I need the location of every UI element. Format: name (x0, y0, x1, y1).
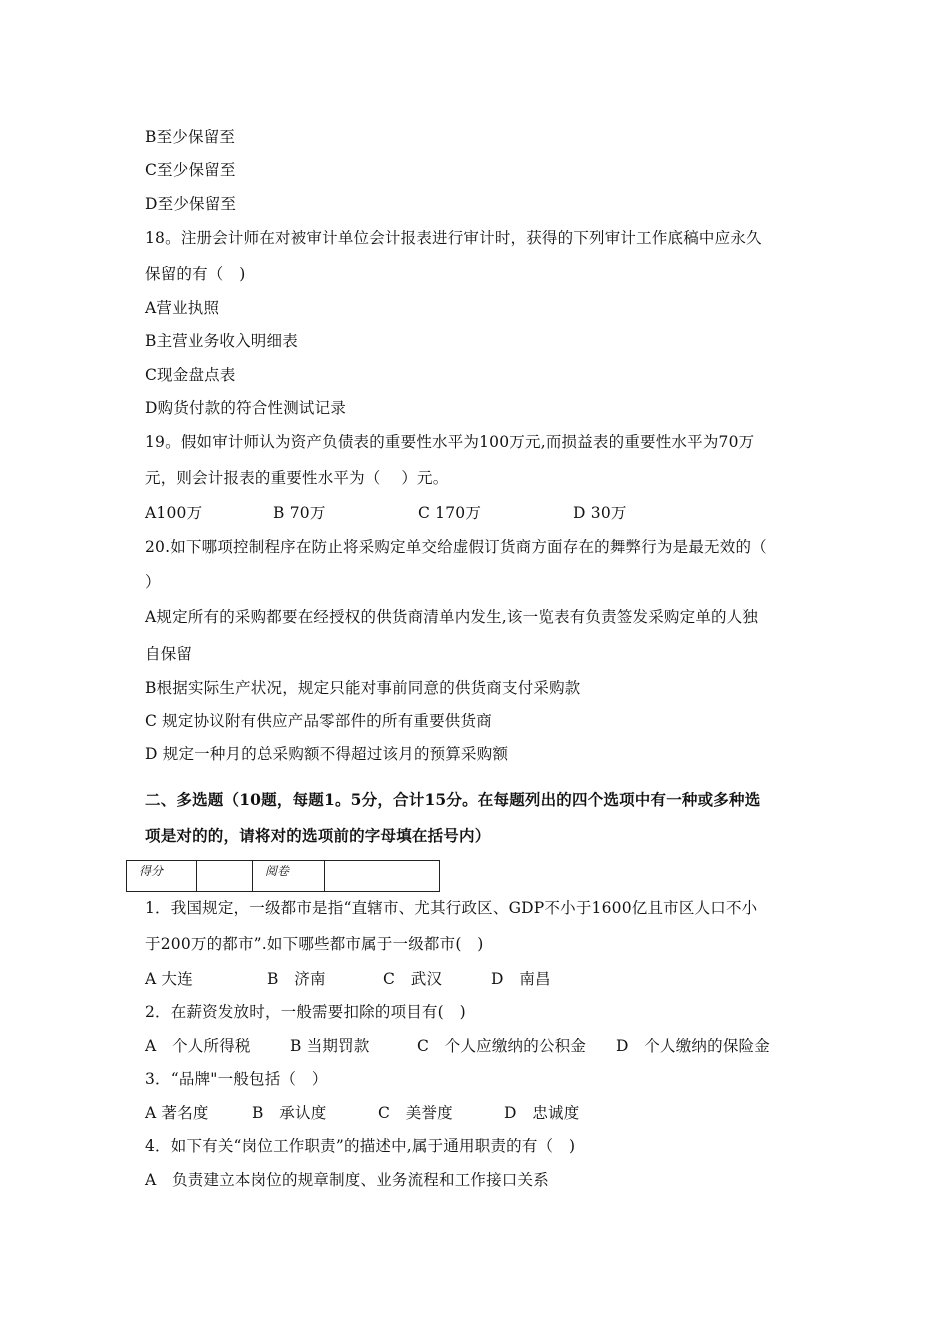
mq3-option-a: A 著名度 (145, 1104, 209, 1122)
mq4-stem: 4．如下有关“岗位工作职责”的描述中,属于通用职责的有（ ) (145, 1137, 576, 1155)
mq3-option-b: B 承认度 (252, 1104, 327, 1122)
q17-option-b: B至少保留至 (145, 128, 236, 146)
q19-option-a: A100万 (145, 504, 203, 522)
q20-option-d: D 规定一种月的总采购额不得超过该月的预算采购额 (145, 745, 509, 763)
q20-option-c: C 规定协议附有供应产品零部件的所有重要供货商 (145, 712, 492, 730)
mq3-stem: 3．“品牌"一般包括（ ） (145, 1070, 328, 1088)
mq2-options (145, 1036, 770, 1056)
mq1-option-a: A 大连 (145, 970, 193, 988)
mq3-option-c: C 美誉度 (378, 1104, 453, 1122)
q17-option-d: D至少保留至 (145, 195, 237, 213)
mq4-option-a: A 负责建立本岗位的规章制度、业务流程和工作接口关系 (145, 1171, 549, 1189)
q18-stem-line2: 保留的有（ ) (145, 265, 246, 283)
mq2-option-c: C 个人应缴纳的公积金 (417, 1037, 587, 1055)
q18-option-d: D购货付款的符合性测试记录 (145, 399, 347, 417)
q18-option-a: A营业执照 (145, 299, 220, 317)
mq3-option-d: D 忠诚度 (504, 1104, 580, 1122)
mq1-option-b: B 济南 (267, 970, 326, 988)
q20-option-b: B根据实际生产状况，规定只能对事前同意的供货商支付采购款 (145, 679, 581, 697)
q20-option-a-line2: 自保留 (145, 645, 193, 663)
mq2-option-a: A 个人所得税 (145, 1037, 251, 1055)
mq2-stem: 2．在薪资发放时，一般需要扣除的项目有( ) (145, 1003, 466, 1021)
q18-option-c: C现金盘点表 (145, 366, 236, 384)
q20-stem-line1: 20.如下哪项控制程序在防止将采购定单交给虚假订货商方面存在的舞弊行为是最无效的（ (145, 538, 767, 556)
q19-option-c: C 170万 (418, 504, 482, 522)
score-value[interactable] (197, 861, 253, 892)
reviewer-label: 阅卷 (253, 861, 325, 892)
q19-stem-line2: 元，则会计报表的重要性水平为（ ）元。 (145, 469, 449, 487)
q19-options (145, 503, 627, 523)
score-table (126, 860, 440, 892)
section-heading-line2: 项是对的的，请将对的选项前的字母填在括号内） (145, 826, 491, 845)
q19-stem-line1: 19。假如审计师认为资产负债表的重要性水平为100万元,而损益表的重要性水平为70万 (145, 433, 755, 451)
mq1-stem-line2: 于200万的都市”.如下哪些都市属于一级都市( ) (145, 935, 484, 953)
mq1-option-d: D 南昌 (491, 970, 551, 988)
section-heading-line1: 二、多选题（10题，每题1。5分，合计15分。在每题列出的四个选项中有一种或多种选 (145, 790, 761, 809)
q18-option-b: B主营业务收入明细表 (145, 332, 298, 350)
q20-stem-line2: ） (145, 573, 161, 591)
reviewer-value[interactable] (325, 861, 440, 892)
mq1-stem-line1: 1．我国规定，一级都市是指“直辖市、尤其行政区、GDP不小于1600亿且市区人口不小 (145, 899, 758, 917)
q17-option-c: C至少保留至 (145, 161, 236, 179)
mq1-option-c: C 武汉 (383, 970, 443, 988)
score-label: 得分 (127, 861, 197, 892)
mq2-option-d: D 个人缴纳的保险金 (616, 1037, 770, 1055)
q20-option-a-line1: A规定所有的采购都要在经授权的供货商清单内发生,该一览表有负责签发采购定单的人独 (145, 608, 759, 626)
mq2-option-b: B 当期罚款 (290, 1037, 370, 1055)
q19-option-b: B 70万 (273, 504, 326, 522)
mq3-options (145, 1103, 579, 1123)
q19-option-d: D 30万 (573, 504, 627, 522)
q18-stem-line1: 18。注册会计师在对被审计单位会计报表进行审计时，获得的下列审计工作底稿中应永久 (145, 229, 762, 247)
mq1-options (145, 969, 551, 989)
